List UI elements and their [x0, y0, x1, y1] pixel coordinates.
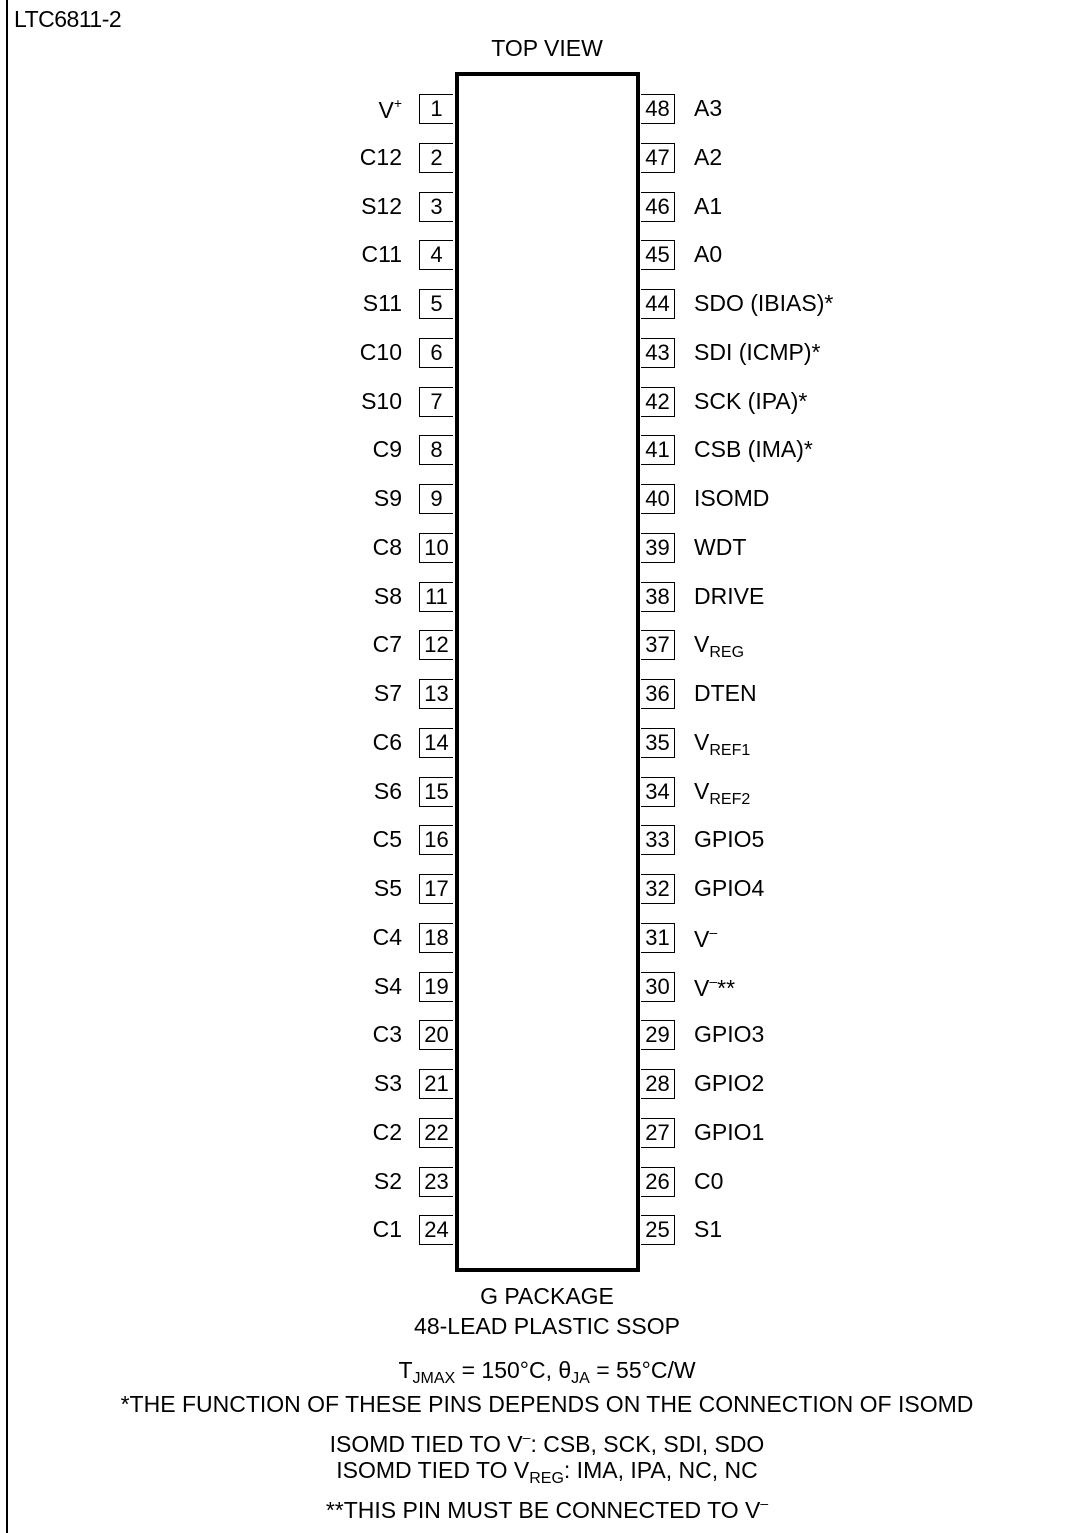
pin-number-38: 38 — [641, 582, 675, 612]
pin-name-text: GPIO2 — [694, 1070, 765, 1096]
pin-name-30 — [694, 973, 735, 1002]
pin-name-28 — [694, 1070, 764, 1097]
pin-name-41 — [694, 436, 813, 463]
pin-name-superscript: – — [709, 972, 718, 989]
pin-name-text: C3 — [372, 1021, 402, 1048]
pin-name-31 — [694, 924, 717, 953]
pin-name-26 — [694, 1168, 723, 1195]
pin-name-3 — [282, 193, 402, 220]
pin-name-5 — [282, 290, 402, 317]
pin-name-text: CSB (IMA)* — [694, 436, 813, 463]
pin-number-7: 7 — [419, 387, 453, 417]
pin-number-46: 46 — [641, 192, 675, 222]
note-connect-text: **THIS PIN MUST BE CONNECTED TO V — [325, 1497, 761, 1523]
thermal-theta-value: = 55°C/W — [589, 1357, 696, 1383]
pin-number-23: 23 — [419, 1167, 453, 1197]
pin-name-15 — [282, 778, 402, 805]
pin-number-30: 30 — [641, 972, 675, 1002]
pin-name-text: S3 — [373, 1070, 402, 1096]
pin-name-29 — [694, 1021, 764, 1048]
pin-number-16: 16 — [419, 825, 453, 855]
pin-name-37 — [694, 631, 744, 662]
thermal-t-subscript: JMAX — [412, 1370, 456, 1387]
pin-name-text: C10 — [359, 338, 402, 365]
pin-name-text: V — [694, 728, 710, 755]
chip-body — [455, 72, 640, 1272]
pin-name-35 — [694, 729, 750, 760]
pin-number-15: 15 — [419, 777, 453, 807]
pin-name-text: S5 — [373, 875, 402, 901]
thermal-theta-symbol: θ — [558, 1357, 572, 1383]
pin-name-text: S2 — [373, 1167, 402, 1194]
pin-number-28: 28 — [641, 1069, 675, 1099]
pin-number-29: 29 — [641, 1020, 675, 1050]
pin-number-4: 4 — [419, 240, 453, 270]
pin-number-21: 21 — [419, 1069, 453, 1099]
pin-name-text: DRIVE — [694, 582, 765, 609]
pin-name-text: V — [694, 974, 710, 1001]
note-vreg-sub: REG — [529, 1470, 564, 1487]
note-vminus-text: ISOMD TIED TO V — [329, 1431, 523, 1457]
note-function: *THE FUNCTION OF THESE PINS DEPENDS ON THE CONNECTION OF ISOMD — [120, 1391, 974, 1417]
pin-number-36: 36 — [641, 679, 675, 709]
part-number: LTC6811-2 — [14, 6, 122, 32]
note-connect-sup: – — [760, 1495, 769, 1511]
note-vminus-sup: – — [522, 1429, 531, 1445]
pin-name-11 — [282, 583, 402, 610]
pin-number-24: 24 — [419, 1215, 453, 1245]
pin-name-24 — [282, 1216, 402, 1243]
pin-number-27: 27 — [641, 1118, 675, 1148]
pin-name-10 — [282, 534, 402, 561]
pin-name-text: GPIO4 — [694, 875, 765, 901]
pin-number-47: 47 — [641, 143, 675, 173]
pin-number-14: 14 — [419, 728, 453, 758]
pin-name-text: WDT — [694, 533, 747, 560]
pin-name-8 — [282, 436, 402, 463]
note-connect-vminus — [0, 1488, 1083, 1525]
pin-name-text: GPIO3 — [694, 1021, 765, 1048]
pin-name-7 — [282, 388, 402, 415]
pin-name-12 — [282, 631, 402, 658]
pin-name-45 — [694, 241, 722, 268]
pin-name-text: V — [694, 631, 710, 658]
pin-name-38 — [694, 583, 764, 610]
pin-name-text: C11 — [361, 241, 402, 268]
pin-number-25: 25 — [641, 1215, 675, 1245]
pin-name-suffix: ** — [717, 974, 736, 1001]
pin-number-44: 44 — [641, 289, 675, 319]
pin-number-17: 17 — [419, 874, 453, 904]
pin-name-text: C0 — [694, 1167, 724, 1194]
pin-name-9 — [282, 485, 402, 512]
pin-name-17 — [282, 875, 402, 902]
pin-name-36 — [694, 680, 757, 707]
pin-name-18 — [282, 924, 402, 951]
pin-number-10: 10 — [419, 533, 453, 563]
pin-name-text: C7 — [372, 631, 402, 658]
pin-name-4 — [282, 241, 402, 268]
pin-number-26: 26 — [641, 1167, 675, 1197]
pin-number-34: 34 — [641, 777, 675, 807]
thermal-t-symbol: T — [398, 1357, 413, 1383]
note-vminus-post: : CSB, SCK, SDI, SDO — [530, 1431, 765, 1457]
pin-name-34 — [694, 778, 750, 809]
pin-name-text: SDI (ICMP)* — [694, 338, 821, 365]
pin-name-33 — [694, 826, 764, 853]
pin-name-superscript: – — [709, 923, 718, 940]
pin-name-25 — [694, 1216, 722, 1243]
pin-name-subscript: REF1 — [709, 741, 751, 759]
pin-number-35: 35 — [641, 728, 675, 758]
view-label: TOP VIEW — [491, 35, 603, 61]
pin-name-20 — [282, 1021, 402, 1048]
pin-name-text: C2 — [372, 1118, 402, 1145]
pin-number-3: 3 — [419, 192, 453, 222]
pin-name-40 — [694, 485, 769, 512]
pin-name-text: V — [378, 97, 394, 123]
pin-name-text: V — [694, 777, 710, 804]
pin-name-14 — [282, 729, 402, 756]
pin-name-text: A1 — [694, 192, 723, 219]
pin-name-23 — [282, 1168, 402, 1195]
pin-number-12: 12 — [419, 630, 453, 660]
pin-number-18: 18 — [419, 923, 453, 953]
pin-name-subscript: REG — [709, 644, 745, 662]
pin-name-text: A3 — [694, 95, 723, 121]
pin-number-5: 5 — [419, 289, 453, 319]
pin-name-16 — [282, 826, 402, 853]
pin-number-19: 19 — [419, 972, 453, 1002]
pin-name-text: C6 — [372, 728, 402, 755]
pin-name-48 — [694, 95, 722, 122]
note-isomd-vminus — [0, 1422, 1083, 1459]
pin-number-43: 43 — [641, 338, 675, 368]
pin-name-32 — [694, 875, 764, 902]
pin-number-48: 48 — [641, 94, 675, 124]
pin-name-39 — [694, 534, 746, 561]
pin-name-47 — [694, 144, 722, 171]
pin-name-2 — [282, 144, 402, 171]
package-name: G PACKAGE — [480, 1283, 614, 1309]
thermal-theta-subscript: JA — [571, 1370, 590, 1387]
pin-name-text: ISOMD — [694, 485, 770, 511]
pin-name-text: S8 — [373, 582, 402, 609]
pin-number-2: 2 — [419, 143, 453, 173]
pin-name-text: C4 — [372, 923, 402, 950]
note-vreg-post: : IMA, IPA, NC, NC — [563, 1457, 758, 1483]
pin-name-1 — [282, 95, 402, 124]
pin-name-text: S10 — [361, 387, 402, 414]
pin-number-6: 6 — [419, 338, 453, 368]
pin-name-44 — [694, 290, 833, 317]
pin-number-1: 1 — [419, 94, 453, 124]
pin-name-text: S9 — [373, 485, 402, 511]
pin-number-22: 22 — [419, 1118, 453, 1148]
pin-name-text: SDO (IBIAS)* — [694, 290, 834, 316]
pin-number-41: 41 — [641, 435, 675, 465]
pin-name-text: S4 — [373, 972, 402, 999]
pin-number-9: 9 — [419, 484, 453, 514]
pin-name-text: A2 — [694, 143, 723, 170]
pin-name-42 — [694, 388, 807, 415]
pin-name-6 — [282, 339, 402, 366]
pin-number-37: 37 — [641, 630, 675, 660]
pin-name-text: S6 — [373, 777, 402, 804]
pin-number-40: 40 — [641, 484, 675, 514]
pin-number-31: 31 — [641, 923, 675, 953]
pin-name-text: GPIO1 — [694, 1118, 765, 1145]
pin-number-8: 8 — [419, 435, 453, 465]
pin-name-46 — [694, 193, 722, 220]
pin-name-13 — [282, 680, 402, 707]
pin-name-text: V — [694, 925, 710, 952]
pin-number-33: 33 — [641, 825, 675, 855]
note-vreg-text: ISOMD TIED TO V — [336, 1457, 530, 1483]
package-description: 48-LEAD PLASTIC SSOP — [414, 1313, 680, 1339]
pin-name-text: S12 — [361, 192, 402, 219]
pin-name-text: A0 — [694, 241, 723, 268]
pin-number-20: 20 — [419, 1020, 453, 1050]
pin-number-11: 11 — [419, 582, 453, 612]
pin-number-13: 13 — [419, 679, 453, 709]
pin-number-32: 32 — [641, 874, 675, 904]
pin-name-text: S7 — [373, 680, 402, 706]
pin-name-text: C12 — [359, 143, 402, 170]
pin-name-27 — [694, 1119, 764, 1146]
thermal-t-value: = 150°C, — [455, 1357, 559, 1383]
pin-name-text: S11 — [362, 290, 402, 316]
pin-name-text: C1 — [372, 1216, 402, 1243]
pin-name-text: DTEN — [694, 680, 757, 706]
pin-name-text: C5 — [372, 826, 402, 853]
pin-name-text: C8 — [372, 533, 402, 560]
pin-number-42: 42 — [641, 387, 675, 417]
pin-number-45: 45 — [641, 240, 675, 270]
pin-name-22 — [282, 1119, 402, 1146]
pin-name-subscript: REF2 — [709, 790, 751, 808]
pin-name-superscript: + — [393, 95, 402, 111]
pin-name-text: GPIO5 — [694, 826, 765, 853]
pin-name-21 — [282, 1070, 402, 1097]
pin-name-text: C9 — [372, 436, 402, 463]
pin-name-text: SCK (IPA)* — [694, 387, 808, 414]
pin-name-19 — [282, 973, 402, 1000]
pin-name-text: S1 — [694, 1216, 723, 1243]
pin-name-43 — [694, 339, 821, 366]
pin-number-39: 39 — [641, 533, 675, 563]
